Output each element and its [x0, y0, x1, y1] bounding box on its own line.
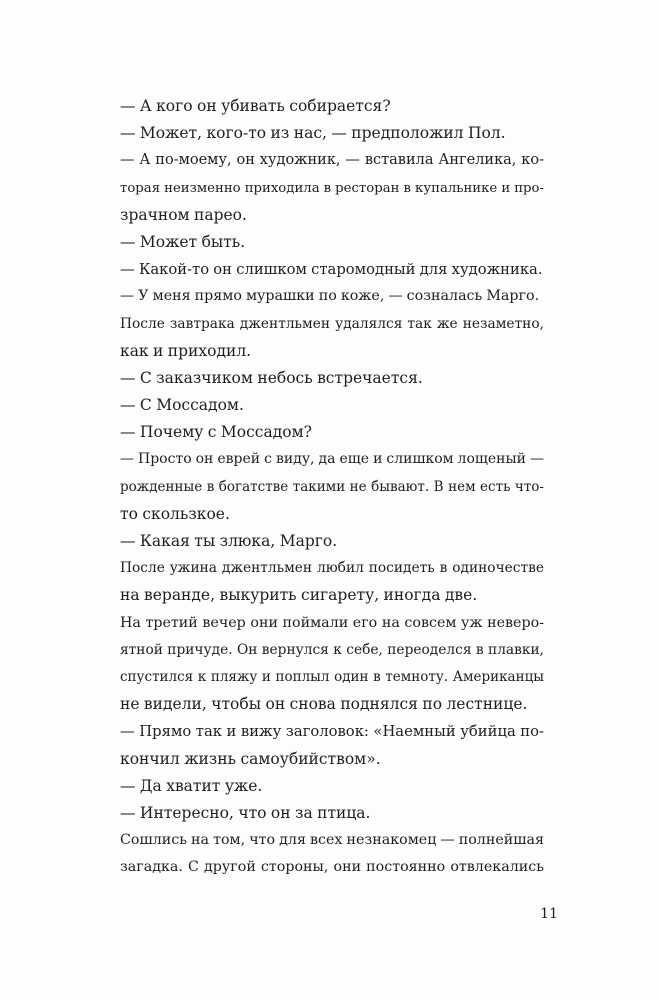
text-line-1: — А кого он убивать собирается? [120, 97, 391, 115]
text-line-18: После ужина джентльмен любил посидеть в одиночестве [120, 560, 544, 577]
text-line-7: — Какой-то он слишком старомодный для художника. [120, 261, 543, 279]
text-line-29: загадка. С другой стороны, они постоянно отвлекались [120, 859, 544, 876]
text-line-2: — Может, кого-то из нас, — предположил Пол. [120, 124, 506, 143]
text-line-9: После завтрака джентльмен удалялся так же незаметно, [120, 315, 544, 332]
text-line-16: то скользкое. [120, 504, 230, 523]
text-line-10: как и приходил. [120, 341, 252, 360]
text-line-19: на веранде, выкурить сигарету, иногда две. [120, 586, 478, 605]
text-line-8: — У меня прямо мурашки по коже, — созналась Марго. [120, 288, 540, 305]
text-line-21: ятной причуде. Он вернулся к себе, переоделся в плавки, [120, 641, 544, 658]
text-line-15: рожденные в богатстве такими не бывают. В нем есть что- [120, 478, 544, 495]
text-line-14: — Просто он еврей с виду, да еще и слишком лощеный — [120, 451, 544, 468]
body-text [120, 93, 544, 881]
text-line-26: — Да хватит уже. [120, 776, 263, 795]
text-line-11: — С заказчиком небось встречается. [120, 368, 423, 387]
text-line-3: — А по-моему, он художник, — вставила Ангелика, ко- [120, 152, 544, 169]
page-number: 11 [540, 906, 558, 922]
text-line-25: кончил жизнь самоубийством». [120, 749, 381, 768]
text-line-13: — Почему с Моссадом? [120, 423, 312, 442]
text-line-24: — Прямо так и вижу заголовок: «Наемный убийца по- [120, 723, 544, 741]
text-line-22: спустился к пляжу и поплыл один в темноту. Американцы [120, 668, 544, 685]
text-line-12: — С Моссадом. [120, 396, 244, 415]
text-line-5: зрачном парео. [120, 205, 247, 224]
text-line-28: Сошлись на том, что для всех незнакомец — полнейшая [120, 832, 544, 849]
text-line-17: — Какая ты злюка, Марго. [120, 532, 338, 550]
text-line-20: На третий вечер они поймали его на совсем уж неверо- [120, 614, 544, 631]
text-line-23: не видели, чтобы он снова поднялся по лестнице. [120, 695, 528, 714]
text-line-27: — Интересно, что он за птица. [120, 803, 371, 822]
text-line-6: — Может быть. [120, 232, 246, 251]
text-line-4: торая неизменно приходила в ресторан в купальнике и про- [120, 180, 544, 196]
